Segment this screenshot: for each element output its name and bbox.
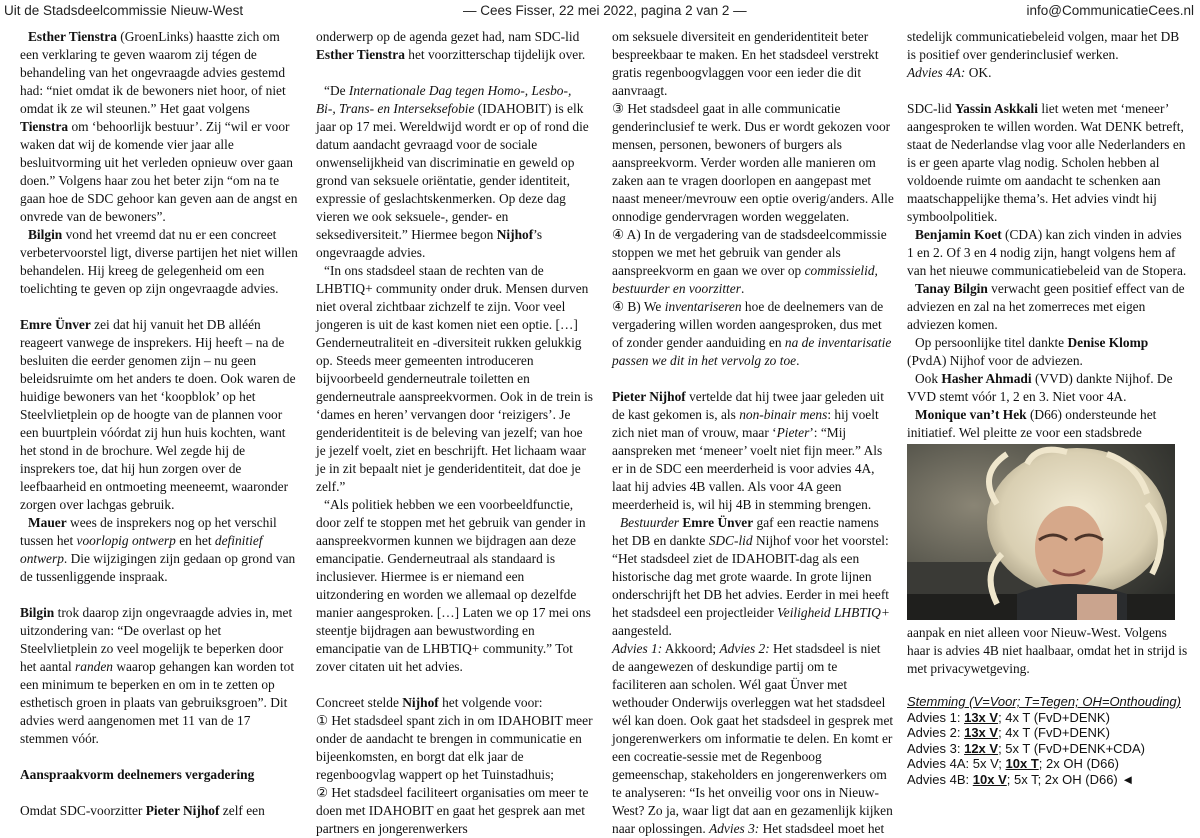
list-item: ② Het stadsdeel faciliteert organisaties om meer te doen met IDAHOBIT en gaat het gesprek aan met partners en jongerenwerkers (316, 785, 589, 836)
list-item: ③ Het stadsdeel gaat in alle communicatie genderinclusief te werk. Dus er wordt gekozen voor mensen, personen, bewoners of burgers als aanspreekvorm. Verder worden alle manieren om zaken aan te vragen doorlopen en aangepast met naast meneer/mevrouw een optie overig/anders. Alle onnodige gendervragen worden weggelaten. (612, 101, 894, 224)
column-3 (612, 28, 894, 836)
paragraph: Emre Ünver zei dat hij vanuit het DB alléén reageert vanwege de insprekers. Hij heeft – na de besluiten die eerder genomen zijn – nu geen beleidsruimte om het anders te doen. Ook waren de huidige bewoners van het ‘koopblok’ op het Steelvlietplein op de hoogte van de plannen voor een buurtplein vóórdat zij hun huis kochten, want het stond in de brochure. Wel zegde hij de insprekers toe, dat hij hun zorgen over de leefbaarheid en ontmoeting meeneemt, waaronder zorgen over lachgas gebruik. (20, 317, 296, 512)
vote-row: Advies 4A: 5x V; 10x T; 2x OH (D66) (907, 756, 1119, 771)
vote-row: Advies 4B: 10x V; 5x T; 2x OH (D66) ◄ (907, 771, 1135, 787)
paragraph: Omdat SDC-voorzitter Pieter Nijhof zelf een (20, 803, 265, 818)
paragraph: Advies 1: Akkoord; Advies 2: Het stadsdeel is niet de aangewezen of deskundige partij om te faciliteren aan scholen. Wél gaat Ünver met wethouder Onderwijs overleggen wat het stadsdeel wél kan doen. Ook gaat het stadsdeel in gesprek met jongerenwerkers om informatie te delen. En komt er een cocreatie-sessie met de Regenboog gemeenschap, stakeholders en jongerenwerkers om te analyseren: “Is het onveilig voor ons in Nieuw-West? Zo ja, waar ligt dat aan en gezamenlijk kijken naar oplossingen. Advies 3: Het stadsdeel moet het (612, 641, 894, 836)
column-1 (20, 28, 298, 818)
column-4 (907, 28, 1189, 788)
portrait-photo (907, 444, 1175, 620)
vote-results (907, 694, 1189, 787)
paragraph: Pieter Nijhof vertelde dat hij twee jaar geleden uit de kast gekomen is, als non-binair mens: hij voelt zich niet man of vrouw, maar ‘Pieter’: “Mij aanspreken met ‘meneer’ voelt niet fijn meer.” Als er in de SDC een meerderheid is voor advies 4A, laat hij advies 4B vallen. Als voor 4A geen meerderheid is, wil hij 4B in stemming brengen. (612, 389, 884, 512)
vote-list (907, 710, 1189, 788)
header-email: info@CommunicatieCees.nl (1026, 3, 1194, 18)
list-item: ④ A) In de vergadering van de stadsdeelcommissie stoppen we met het gebruik van gender als aanspreekvorm en gaan we over op commissielid, bestuurder en voorzitter. (612, 227, 887, 296)
vote-row: Advies 2: 13x V; 4x T (FvD+DENK) (907, 725, 1110, 740)
paragraph: onderwerp op de agenda gezet had, nam SDC-lid Esther Tienstra het voorzitterschap tijdelijk over. (316, 29, 586, 62)
page-header (0, 0, 1200, 24)
paragraph: Concreet stelde Nijhof het volgende voor: (316, 695, 543, 710)
paragraph: Monique van’t Hek (D66) ondersteunde het initiatief. Wel pleitte ze voor een stadsbrede (907, 407, 1157, 440)
paragraph: aanpak en niet alleen voor Nieuw-West. Volgens haar is advies 4B niet haalbaar, omdat het in strijd is met privacywetgeving. (907, 625, 1188, 676)
paragraph: om seksuele diversiteit en genderidentiteit beter bespreekbaar te maken. En het stadsdeel verstrekt gratis regenboogvlaggen voor een ieder die dit aanvraagt. (612, 29, 879, 98)
header-source: Uit de Stadsdeelcommissie Nieuw-West (4, 3, 244, 18)
paragraph: Esther Tienstra (GroenLinks) haastte zich om een verklaring te geven waarom zij tégen de behandeling van het ongevraagde advies gestemd had: “niet omdat ik de bewoners niet hoor, of niet omdat ik ze wil steunen.” Het gaat volgens Tienstra om ‘behoorlijk bestuur’. Zij “wil er voor waken dat wij de komende vier jaar alle besluitvorming uit het verleden opnieuw over gaan doen.” Volgens haar zou het beter zijn “om na te gaan hoe de SDC gehoor kan geven aan de angst en onvrede van de bewoners”. (20, 29, 298, 224)
paragraph: Bilgin trok daarop zijn ongevraagde advies in, met uitzondering van: “De overlast op het Steelvlietplein zo veel mogelijk te beperken door het aantal randen waarop gehangen kan worden tot een minimum te beperken en om in te zetten op esthetisch groen in plaats van gebruiksgroen”. Dit advies werd aangenomen met 11 van de 17 stemmen vóór. (20, 605, 295, 746)
paragraph: “De Internationale Dag tegen Homo-, Lesbo-, Bi-, Trans- en Interseksefobie (IDAHOBIT) is elk jaar op 17 mei. Wereldwijd wordt er op of rond die datum aandacht gevraagd voor de sociale onwenselijkheid van discriminatie en geweld op grond van seksuele oriëntatie, gender identiteit, expressie of geslachtskenmerken. Op deze dag vieren we ook seksuele-, gender- en seksediversiteit.” Hiermee begon Nijhof’s ongevraagde advies. (316, 83, 589, 260)
header-author-date: — Cees Fisser, 22 mei 2022, pagina 2 van 2 — (463, 3, 747, 18)
paragraph: Ook Hasher Ahmadi (VVD) dankte Nijhof. De VVD stemt vóór 1, 2 en 3. Niet voor 4A. (907, 371, 1173, 404)
vote-row: Advies 3: 12x V; 5x T (FvD+DENK+CDA) (907, 740, 1145, 756)
paragraph: “Als politiek hebben we een voorbeeldfunctie, door zelf te stoppen met het gebruik van gender in aanspreekvormen kunnen we bijdragen aan deze emancipatie. Genderneutraal als standaard is inclusiever. Hiermee is er niemand een uitzondering en worden we allemaal op dezelfde manier aangesproken. […] Laten we op 17 mei ons steentje bijdragen aan bewustwording en emancipatie van de LHBTIQ+ community.” Tot zover citaten uit het advies. (316, 497, 591, 674)
column-2 (316, 28, 594, 836)
paragraph: SDC-lid Yassin Askkali liet weten met ‘meneer’ aangesproken te willen worden. Wat DENK betreft, staat de Nederlandse vlag voor alle Nederlanders en is er geen aparte vlag nodig. Scholen hebben al voldoende ruimte om aandacht te schenken aan maatschappelijke thema’s. Het advies vindt hij symboolpolitiek. (907, 101, 1186, 224)
paragraph: Benjamin Koet (CDA) kan zich vinden in advies 1 en 2. Of 3 en 4 nodig zijn, hangt volgens hem af van het nieuwe communicatiebeleid van de Stopera. (907, 227, 1187, 278)
vote-legend: Stemming (V=Voor; T=Tegen; OH=Onthouding) (907, 694, 1181, 709)
list-item: ① Het stadsdeel spant zich in om IDAHOBIT meer onder de aandacht te brengen in communicatie en bijeenkomsten, en borgt dat elk jaar de regenboogvlag wappert op het Tuinstadhuis; (316, 713, 593, 782)
paragraph: “In ons stadsdeel staan de rechten van de LHBTIQ+ community onder druk. Mensen durven niet overal zichtbaar zichzelf te zijn. Voor veel jongeren is uit de kast komen niet een optie. […] Genderneutraliteit en -diversiteit rukken gelukkig op. Steeds meer gemeenten introduceren bijvoorbeeld genderneutrale toiletten en genderneutrale aanspreekvormen. Ook in de trein is ‘dames en heren’ vervangen door ‘reizigers’. Je genderidentiteit is de beleving van jezelf; van hoe je jezelf voelt, ziet en beschrijft. Het lichaam waar je in zit bepaalt niet je genderidentiteit, dat doe je zelf.” (316, 263, 594, 494)
paragraph: Op persoonlijke titel dankte Denise Klomp (PvdA) Nijhof voor de adviezen. (907, 335, 1149, 368)
list-item: ④ B) We inventariseren hoe de deelnemers van de vergadering willen worden aangesproken, dus met of zonder gender aanduiding en na de inventarisatie passen we dit in het vervolg zo toe. (612, 299, 892, 368)
section-heading: Aanspraakvorm deelnemers vergadering (20, 767, 255, 782)
paragraph: Tanay Bilgin verwacht geen positief effect van de adviezen en zal na het zomerreces met eigen adviezen komen. (907, 281, 1185, 332)
paragraph: Bestuurder Emre Ünver gaf een reactie namens het DB en dankte SDC-lid Nijhof voor het voorstel: “Het stadsdeel ziet de IDAHOBIT-dag als een historische dag met grote waarde. In grote lijnen onderschrijft het DB het advies. Eerder in mei heeft het stadsdeel een projectleider Veiligheid LHBTIQ+ aangesteld. (612, 515, 890, 638)
paragraph: Mauer wees de insprekers nog op het verschil tussen het voorlopig ontwerp en het definitief ontwerp. Die wijzigingen zijn gedaan op grond van de tussenliggende inspraak. (20, 515, 296, 584)
vote-row: Advies 1: 13x V; 4x T (FvD+DENK) (907, 709, 1110, 725)
paragraph: stedelijk communicatiebeleid volgen, maar het DB is positief over genderinclusief werken. Advies 4A: OK. (907, 29, 1180, 80)
paragraph: Bilgin vond het vreemd dat nu er een concreet verbetervoorstel ligt, diverse partijen het niet willen behandelen. Hij kreeg de gelegenheid om een toelichting te geven op zijn ongevraagde advies. (20, 227, 298, 296)
